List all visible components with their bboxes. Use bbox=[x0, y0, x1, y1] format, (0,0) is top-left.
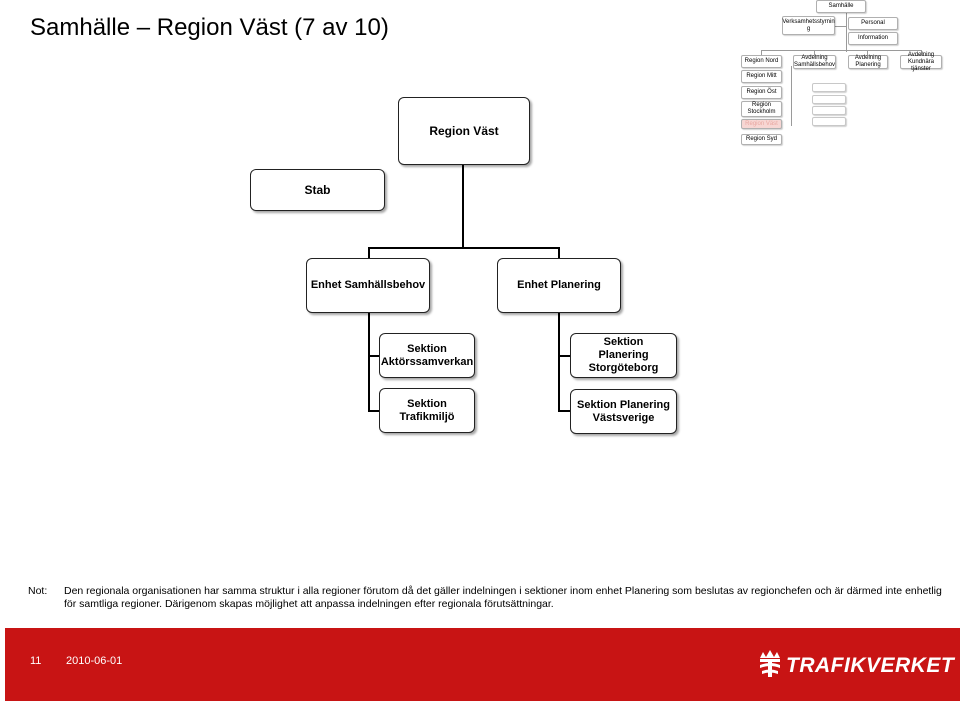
mini-verksamhetsstyrning-box: Verksamhetsstyrnin g bbox=[782, 16, 835, 35]
mini-avd-kundnara: Avdelning Kundnära tjänster bbox=[900, 55, 942, 69]
sektion-planering-vastsverige-box: Sektion Planering Västsverige bbox=[570, 389, 677, 434]
sektion-aktorssamverkan-box: Sektion Aktörssamverkan bbox=[379, 333, 475, 378]
mini-region-stockholm: Region Stockholm bbox=[741, 101, 782, 117]
region-vast-box: Region Väst bbox=[398, 97, 530, 165]
sektion-trafikmiljo-box: Sektion Trafikmiljö bbox=[379, 388, 475, 433]
enhet-planering-box: Enhet Planering bbox=[497, 258, 621, 313]
mini-region-syd: Region Syd bbox=[741, 134, 782, 145]
enhet-samhallsbehov-box: Enhet Samhällsbehov bbox=[306, 258, 430, 313]
note-text: Den regionala organisationen har samma struktur i alla regioner förutom då det gäller indelningen i sektioner inom enhet Planering som beslutas av regionchefen och är därmed inte enhetlig för samtliga regioner. Därigenom skapas möjlighet att anpassa indelningen efter regionala förutsättningar. bbox=[64, 585, 942, 610]
trafikverket-crown-icon bbox=[757, 648, 783, 680]
mini-samhalle-box: Samhälle bbox=[816, 0, 866, 13]
mini-empty-box bbox=[812, 95, 846, 104]
sektion-planering-storgoteborg-box: Sektion Planering Storgöteborg bbox=[570, 333, 677, 378]
logo-text: TRAFIKVERKET bbox=[786, 654, 955, 677]
mini-avd-planering: Avdelning Planering bbox=[848, 55, 888, 69]
mini-empty-box bbox=[812, 106, 846, 115]
stab-box: Stab bbox=[250, 169, 385, 211]
mini-region-ost: Region Öst bbox=[741, 86, 782, 99]
mini-personal-box: Personal bbox=[848, 17, 898, 30]
mini-region-vast-highlight: Region Väst bbox=[741, 119, 782, 129]
note-label: Not: bbox=[28, 585, 48, 597]
mini-empty-box bbox=[812, 117, 846, 126]
mini-avd-samhallsbehov: Avdelning Samhällsbehov bbox=[794, 55, 836, 68]
mini-region-mitt: Region Mitt bbox=[741, 70, 782, 83]
page-title: Samhälle – Region Väst (7 av 10) bbox=[30, 14, 389, 41]
mini-information-box: Information bbox=[848, 32, 898, 45]
mini-region-nord: Region Nord bbox=[741, 55, 782, 68]
page-number: 11 bbox=[30, 655, 42, 667]
footer-date: 2010-06-01 bbox=[66, 655, 123, 667]
mini-empty-box bbox=[812, 83, 846, 92]
